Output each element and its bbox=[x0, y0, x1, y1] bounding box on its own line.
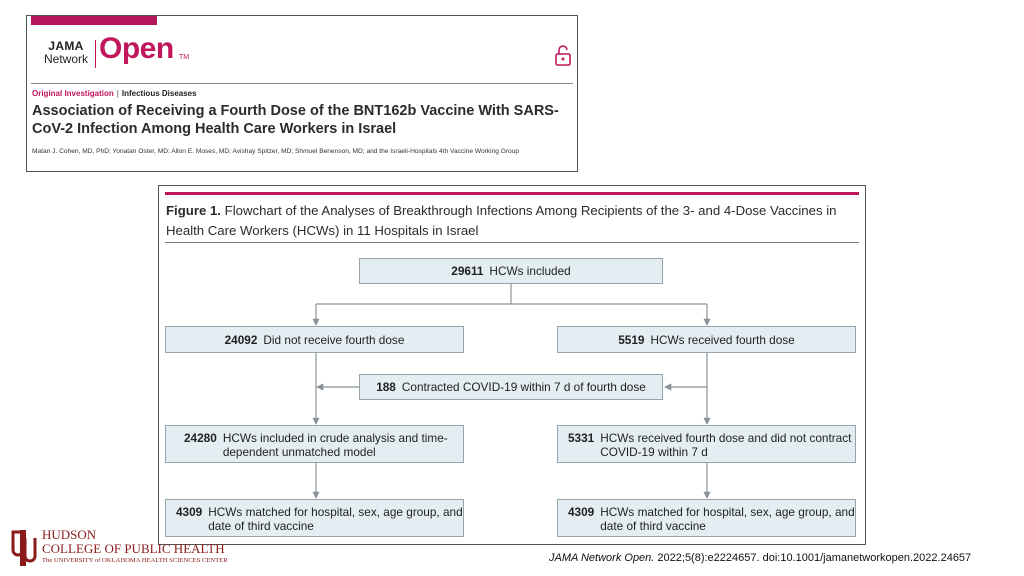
article-section-line bbox=[32, 89, 197, 98]
node-text: Contracted COVID-19 within 7 d of fourth dose bbox=[401, 380, 646, 394]
section-separator: | bbox=[116, 89, 119, 98]
figure-caption: Flowchart of the Analyses of Breakthrough Infections Among Recipients of the 3- and 4-Dose Vaccines in Health Care Workers (HCWs) in 11 Hospitals in Israel bbox=[166, 203, 837, 238]
node-crude-analysis bbox=[165, 425, 464, 463]
citation bbox=[549, 552, 971, 564]
node-text: HCWs received fourth dose and did not contract COVID-19 within 7 d bbox=[600, 431, 852, 459]
node-number: 5331 bbox=[568, 431, 595, 445]
flowchart-connectors bbox=[159, 186, 865, 544]
node-number: 4309 bbox=[176, 505, 203, 519]
node-number: 24280 bbox=[184, 431, 217, 445]
article-topic[interactable]: Infectious Diseases bbox=[121, 89, 197, 98]
article-header-card bbox=[26, 15, 578, 172]
node-no-fourth-dose bbox=[165, 326, 464, 353]
article-title: Association of Receiving a Fourth Dose of the BNT162b Vaccine With SARS-CoV-2 Infection Among Health Care Workers in Israel bbox=[32, 103, 559, 137]
node-text: Did not receive fourth dose bbox=[263, 332, 405, 347]
node-text: HCWs included in crude analysis and time-dependent unmatched model bbox=[222, 431, 448, 459]
node-fourth-no-covid bbox=[557, 425, 856, 463]
jama-network-logo bbox=[41, 40, 91, 66]
node-number: 24092 bbox=[224, 332, 258, 347]
institution-name-3: The UNIVERSITY of OKLAHOMA HEALTH SCIENCES CENTER bbox=[42, 557, 228, 564]
article-type[interactable]: Original Investigation bbox=[32, 89, 114, 98]
node-fourth-dose bbox=[557, 326, 856, 353]
figure-flowchart bbox=[158, 185, 866, 545]
citation-details: 2022;5(8):e2224657. doi:10.1001/jamanetworkopen.2022.24657 bbox=[654, 552, 972, 564]
figure-label: Figure 1. bbox=[166, 203, 221, 218]
node-contracted-covid bbox=[359, 374, 663, 400]
citation-journal: JAMA Network Open. bbox=[549, 552, 655, 564]
node-hcws-included bbox=[359, 258, 663, 284]
node-text: HCWs included bbox=[489, 264, 571, 278]
node-number: 188 bbox=[376, 380, 396, 394]
accent-bar bbox=[31, 16, 157, 25]
institution-name-1: HUDSON bbox=[42, 527, 97, 542]
ou-logo-icon bbox=[10, 528, 38, 568]
node-number: 5519 bbox=[618, 332, 645, 347]
open-access-lock-icon[interactable] bbox=[554, 44, 572, 66]
node-text: HCWs matched for hospital, sex, age group, and date of third vaccine bbox=[208, 505, 463, 533]
header-divider bbox=[31, 83, 573, 84]
institution-name-2: COLLEGE OF PUBLIC HEALTH bbox=[42, 541, 225, 556]
node-matched-left bbox=[165, 499, 464, 537]
logo-network-text: Network bbox=[43, 52, 88, 66]
node-number: 4309 bbox=[568, 505, 595, 519]
node-text: HCWs received fourth dose bbox=[650, 332, 795, 347]
node-number: 29611 bbox=[451, 264, 484, 278]
logo-open-text: Open bbox=[99, 32, 174, 65]
node-text: HCWs matched for hospital, sex, age group, and date of third vaccine bbox=[600, 505, 855, 533]
article-authors: Matan J. Cohen, MD, PhD; Yonatan Oster, MD; Allon E. Moses, MD; Avishay Spitzer, MD; Shmuel Benenson, MD; and the Israeli-Hospitals 4th Vaccine Working Group bbox=[32, 148, 520, 155]
logo-trademark: TM bbox=[179, 54, 190, 61]
node-matched-right bbox=[557, 499, 856, 537]
logo-jama-text: JAMA bbox=[48, 39, 84, 53]
logo-divider bbox=[95, 40, 96, 68]
